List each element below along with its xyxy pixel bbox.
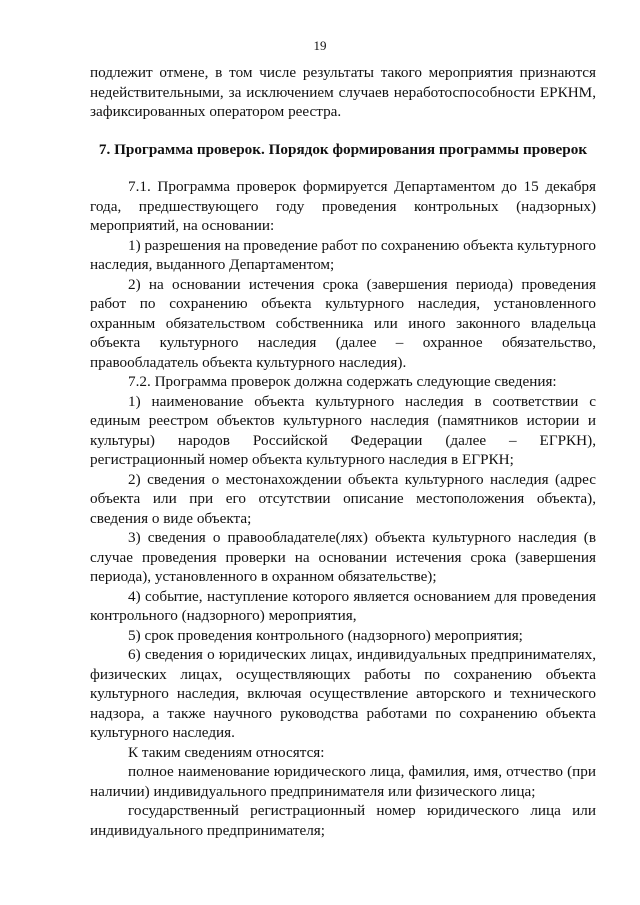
paragraph-such-info: К таким сведениям относятся: — [128, 743, 325, 761]
section-heading: 7. Программа проверок. Порядок формирования программы проверок — [98, 140, 588, 158]
list-item-7-2-6: 6) сведения о юридических лицах, индивидуальных предпринимателях, физических лицах, осуществляющих работы по сохранению объекта культурного наследия, включая осуществление авторского и технического надзора, а также научного руководства работами по сохранению объекта культурного наследия. — [90, 646, 596, 741]
document-body — [90, 63, 596, 840]
list-item-7-2-3: 3) сведения о правообладателе(лях) объекта культурного наследия (в случае проведения проверки на основании истечения срока (завершения периода), установленного в охранном обязательстве); — [90, 529, 596, 585]
list-item-7-2-1: 1) наименование объекта культурного наследия в соответствии с единым реестром объектов культурного наследия (памятников истории и культуры) народов Российской Федерации (далее – ЕГРКН), регистрационный номер объекта культурного наследия в ЕГРКН; — [90, 392, 596, 468]
page-number: 19 — [313, 38, 327, 53]
list-item-7-1-2: 2) на основании истечения срока (завершения периода) проведения работ по сохранению объекта культурного наследия, установленного охранным обязательством собственника или иного законного владельца объекта культурного наследия (далее – охранное обязательство, правообладатель объекта культурного наследия). — [90, 275, 596, 371]
list-item-7-2-2: 2) сведения о местонахождении объекта культурного наследия (адрес объекта или при его отсутствии описание местоположения объекта), сведения о виде объекта; — [90, 470, 596, 527]
paragraph-7-1: 7.1. Программа проверок формируется Департаментом до 15 декабря года, предшествующего году проведения контрольных (надзорных) мероприятий, на основании: — [90, 178, 596, 234]
paragraph-registration-number: государственный регистрационный номер юридического лица или индивидуального предпринимателя; — [90, 802, 596, 839]
list-item-7-1-1: 1) разрешения на проведение работ по сохранению объекта культурного наследия, выданного Департаментом; — [90, 236, 596, 273]
paragraph-7-2: 7.2. Программа проверок должна содержать следующие сведения: — [128, 373, 557, 390]
paragraph-continuation: подлежит отмене, в том числе результаты такого мероприятия признаются недействительными, за исключением случаев неработоспособности ЕРКНМ, зафиксированных оператором реестра. — [90, 64, 596, 120]
list-item-7-2-5: 5) срок проведения контрольного (надзорного) мероприятия; — [128, 626, 523, 644]
list-item-7-2-4: 4) событие, наступление которого является основанием для проведения контрольного (надзорного) мероприятия, — [90, 587, 596, 624]
paragraph-full-name: полное наименование юридического лица, фамилия, имя, отчество (при наличии) индивидуального предпринимателя или физического лица; — [90, 763, 596, 800]
